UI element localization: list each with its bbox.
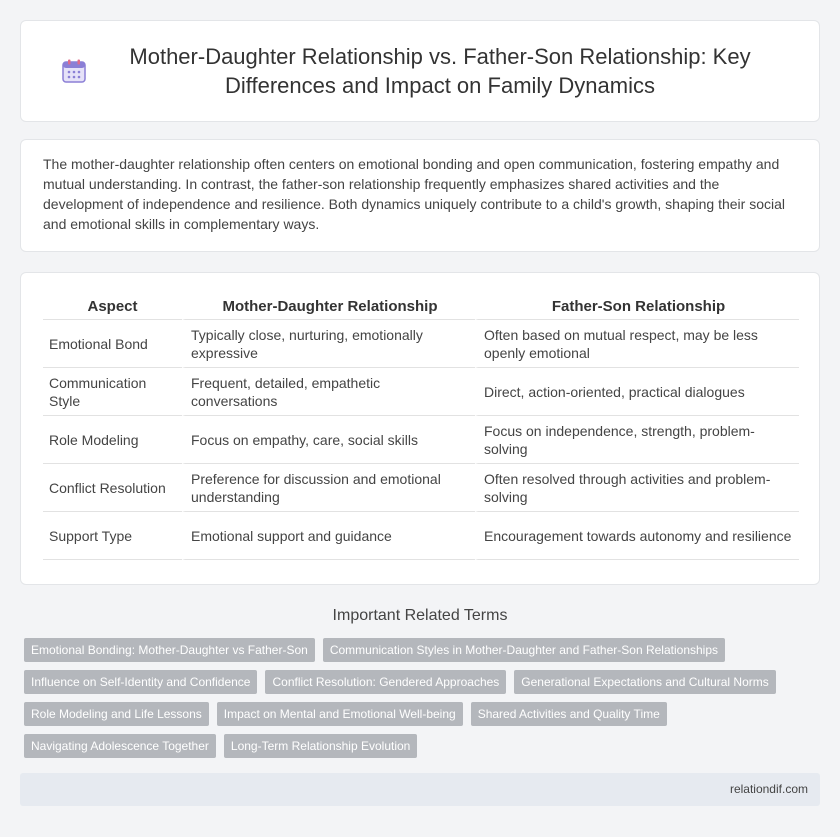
header-aspect: Aspect bbox=[43, 293, 182, 320]
related-term-tag[interactable]: Impact on Mental and Emotional Well-being bbox=[217, 702, 463, 726]
related-term-tag[interactable]: Shared Activities and Quality Time bbox=[471, 702, 667, 726]
cell-aspect: Emotional Bond bbox=[43, 320, 182, 368]
intro-text: The mother-daughter relationship often centers on emotional bonding and open communication, fostering empathy and mutual understanding. In contrast, the father-son relationship frequently emphasizes shared activities and the development of independence and resilience. Both dynamics uniquely contribute to a child's growth, shaping their social and emotional skills in complementary ways. bbox=[43, 156, 786, 232]
cell-mother-daughter: Focus on empathy, care, social skills bbox=[182, 416, 475, 464]
table-row bbox=[43, 416, 799, 464]
related-terms-list bbox=[24, 638, 814, 758]
header-card bbox=[20, 20, 820, 122]
header-mother-daughter: Mother-Daughter Relationship bbox=[182, 293, 475, 320]
footer bbox=[20, 773, 820, 806]
header-father-son: Father-Son Relationship bbox=[475, 293, 799, 320]
cell-mother-daughter: Frequent, detailed, empathetic conversations bbox=[182, 368, 475, 416]
comparison-table bbox=[43, 293, 799, 560]
related-term-tag[interactable]: Role Modeling and Life Lessons bbox=[24, 702, 209, 726]
page-title: Mother-Daughter Relationship vs. Father-Son Relationship: Key Differences and Impact on Family Dynamics bbox=[129, 44, 751, 98]
cell-father-son: Often resolved through activities and problem-solving bbox=[475, 464, 799, 512]
related-term-tag[interactable]: Influence on Self-Identity and Confidence bbox=[24, 670, 257, 694]
table-row bbox=[43, 368, 799, 416]
cell-mother-daughter: Typically close, nurturing, emotionally expressive bbox=[182, 320, 475, 368]
related-term-tag[interactable]: Long-Term Relationship Evolution bbox=[224, 734, 417, 758]
table-row bbox=[43, 512, 799, 560]
cell-aspect: Support Type bbox=[43, 512, 182, 560]
related-term-tag[interactable]: Navigating Adolescence Together bbox=[24, 734, 216, 758]
site-domain[interactable]: relationdif.com bbox=[729, 782, 808, 796]
cell-father-son: Direct, action-oriented, practical dialogues bbox=[475, 368, 799, 416]
table-row bbox=[43, 464, 799, 512]
calendar-icon bbox=[61, 58, 87, 84]
header-inner bbox=[21, 42, 819, 100]
cell-father-son: Focus on independence, strength, problem-solving bbox=[475, 416, 799, 464]
table-row bbox=[43, 320, 799, 368]
cell-aspect: Role Modeling bbox=[43, 416, 182, 464]
related-term-tag[interactable]: Conflict Resolution: Gendered Approaches bbox=[265, 670, 506, 694]
cell-aspect: Conflict Resolution bbox=[43, 464, 182, 512]
cell-mother-daughter: Preference for discussion and emotional understanding bbox=[182, 464, 475, 512]
cell-father-son: Encouragement towards autonomy and resilience bbox=[475, 512, 799, 560]
cell-mother-daughter: Emotional support and guidance bbox=[182, 512, 475, 560]
table-header-row bbox=[43, 293, 799, 320]
cell-aspect: Communication Style bbox=[43, 368, 182, 416]
related-terms-title: Important Related Terms bbox=[332, 607, 508, 624]
comparison-table-card bbox=[20, 272, 820, 585]
cell-father-son: Often based on mutual respect, may be less openly emotional bbox=[475, 320, 799, 368]
related-term-tag[interactable]: Emotional Bonding: Mother-Daughter vs Father-Son bbox=[24, 638, 315, 662]
related-term-tag[interactable]: Communication Styles in Mother-Daughter and Father-Son Relationships bbox=[323, 638, 725, 662]
related-term-tag[interactable]: Generational Expectations and Cultural Norms bbox=[514, 670, 775, 694]
intro-card bbox=[20, 139, 820, 252]
